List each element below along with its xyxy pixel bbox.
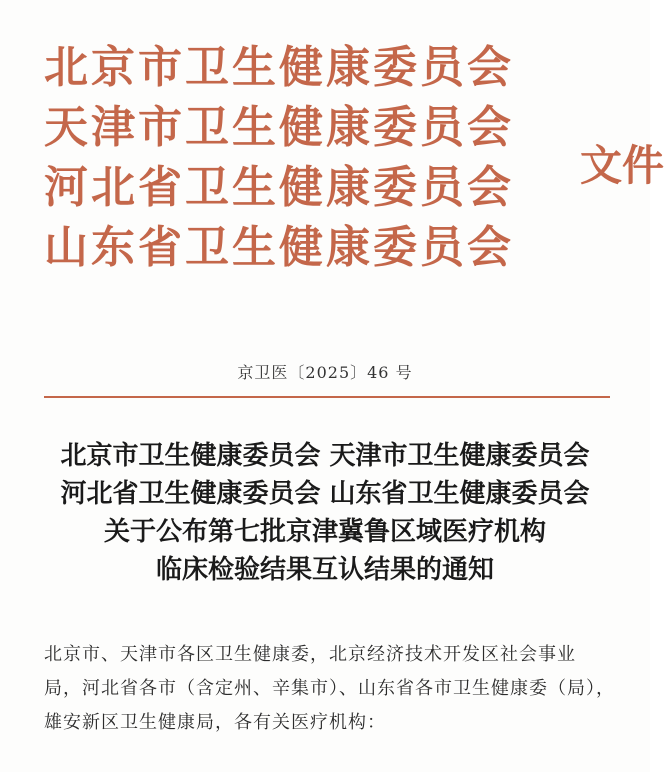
body-line-2: 局，河北省各市（含定州、辛集市）、山东省各市卫生健康委（局），	[44, 678, 615, 699]
body-line-3: 雄安新区卫生健康局，各有关医疗机构：	[44, 712, 386, 733]
title-line-1: 北京市卫生健康委员会 天津市卫生健康委员会	[60, 441, 590, 471]
document-body	[44, 638, 614, 740]
header-divider	[44, 396, 610, 398]
issuer-line-shandong: 山东省卫生健康委员会	[44, 222, 514, 273]
issuer-list	[44, 38, 514, 278]
issuer-line-hebei: 河北省卫生健康委员会	[44, 162, 514, 213]
title-line-2: 河北省卫生健康委员会 山东省卫生健康委员会	[60, 479, 590, 509]
issuer-line-tianjin: 天津市卫生健康委员会	[44, 102, 514, 153]
issuer-line-beijing: 北京市卫生健康委员会	[44, 42, 514, 93]
document-title	[0, 437, 650, 589]
title-line-3: 关于公布第七批京津冀鲁区域医疗机构	[103, 517, 546, 547]
body-line-1: 北京市、天津市各区卫生健康委，北京经济技术开发区社会事业	[44, 644, 576, 665]
title-line-4: 临床检验结果互认结果的通知	[155, 555, 494, 585]
document-header	[44, 38, 664, 288]
document-number: 京卫医〔2025〕46 号	[237, 363, 413, 382]
document-type-label: 文件	[580, 141, 664, 190]
